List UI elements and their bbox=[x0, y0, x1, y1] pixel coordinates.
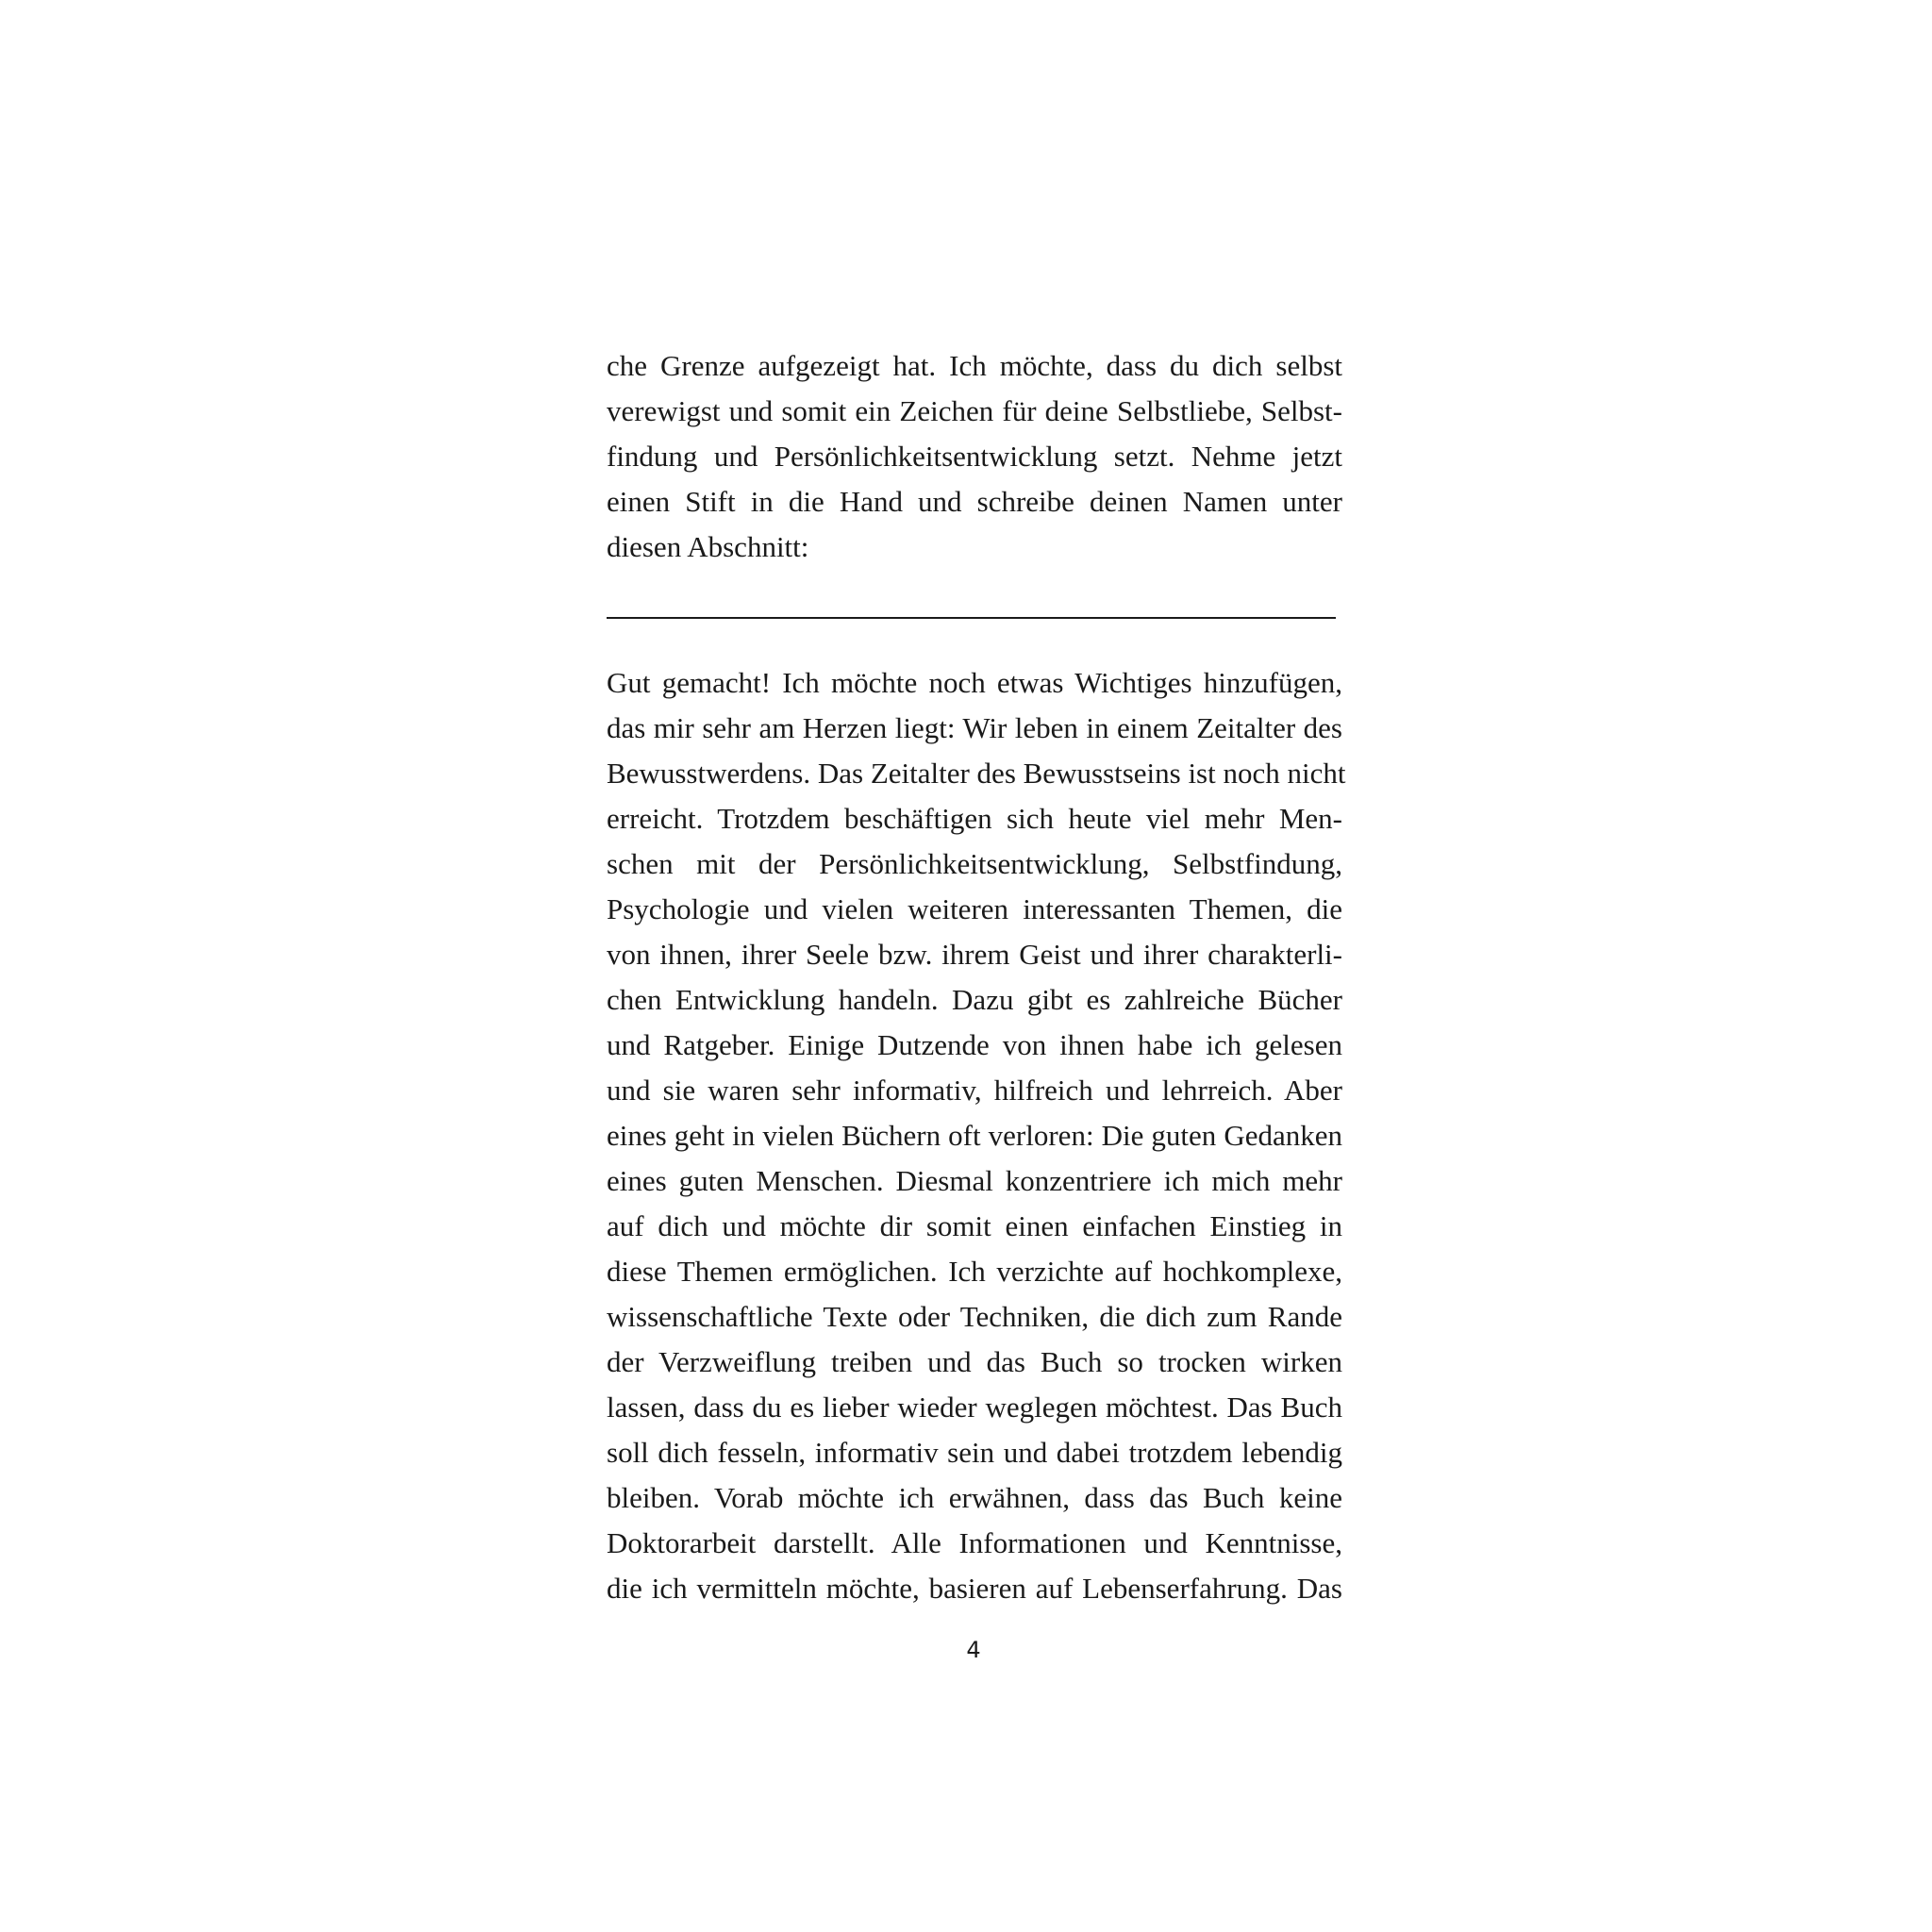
text-line: und sie waren sehr informativ, hilfreich und lehrreich. Aber bbox=[607, 1074, 1342, 1107]
text-line: einen Stift in die Hand und schreibe deinen Namen unter bbox=[607, 485, 1342, 518]
text-line: Psychologie und vielen weiteren interessanten Themen, die bbox=[607, 892, 1342, 925]
text-line: eines geht in vielen Büchern oft verloren: Die guten Gedanken bbox=[607, 1119, 1342, 1152]
text-line: diesen Abschnitt: bbox=[607, 530, 809, 563]
text-line: diese Themen ermöglichen. Ich verzichte auf hochkomplexe, bbox=[607, 1255, 1342, 1288]
text-line: das mir sehr am Herzen liegt: Wir leben in einem Zeitalter des bbox=[607, 711, 1342, 744]
text-line: der Verzweiflung treiben und das Buch so trocken wirken bbox=[607, 1345, 1342, 1378]
text-line: findung und Persönlichkeitsentwicklung setzt. Nehme jetzt bbox=[607, 440, 1342, 473]
text-line: lassen, dass du es lieber wieder weglegen möchtest. Das Buch bbox=[607, 1391, 1342, 1424]
text-line: von ihnen, ihrer Seele bzw. ihrem Geist und ihrer charakterli- bbox=[607, 938, 1342, 971]
page-number: 4 bbox=[966, 1637, 981, 1663]
text-line: schen mit der Persönlichkeitsentwicklung, Selbstfindung, bbox=[607, 847, 1342, 880]
text-line: die ich vermitteln möchte, basieren auf Lebenserfahrung. Das bbox=[607, 1572, 1342, 1605]
text-line: che Grenze aufgezeigt hat. Ich möchte, dass du dich selbst bbox=[607, 349, 1342, 382]
text-line: wissenschaftliche Texte oder Techniken, die dich zum Rande bbox=[607, 1300, 1342, 1333]
text-line: auf dich und möchte dir somit einen einfachen Einstieg in bbox=[607, 1209, 1342, 1242]
text-line: soll dich fesseln, informativ sein und dabei trotzdem lebendig bbox=[607, 1436, 1342, 1469]
paragraph-main-text bbox=[607, 660, 1346, 1611]
text-line: chen Entwicklung handeln. Dazu gibt es zahlreiche Bücher bbox=[607, 983, 1342, 1016]
text-line: Bewusstwerdens. Das Zeitalter des Bewusstseins ist noch nicht bbox=[607, 757, 1346, 790]
text-line: eines guten Menschen. Diesmal konzentriere ich mich mehr bbox=[607, 1164, 1342, 1197]
text-line: Doktorarbeit darstellt. Alle Informationen und Kenntnisse, bbox=[607, 1526, 1342, 1559]
text-line: Gut gemacht! Ich möchte noch etwas Wichtiges hinzufügen, bbox=[607, 666, 1342, 699]
text-line: erreicht. Trotzdem beschäftigen sich heute viel mehr Men- bbox=[607, 802, 1342, 835]
paragraph-signature-intro bbox=[607, 343, 1342, 570]
text-line: und Ratgeber. Einige Dutzende von ihnen habe ich gelesen bbox=[607, 1028, 1342, 1061]
text-line: bleiben. Vorab möchte ich erwähnen, dass das Buch keine bbox=[607, 1481, 1342, 1514]
text-line: verewigst und somit ein Zeichen für deine Selbstliebe, Selbst- bbox=[607, 394, 1342, 427]
signature-line bbox=[607, 617, 1336, 619]
